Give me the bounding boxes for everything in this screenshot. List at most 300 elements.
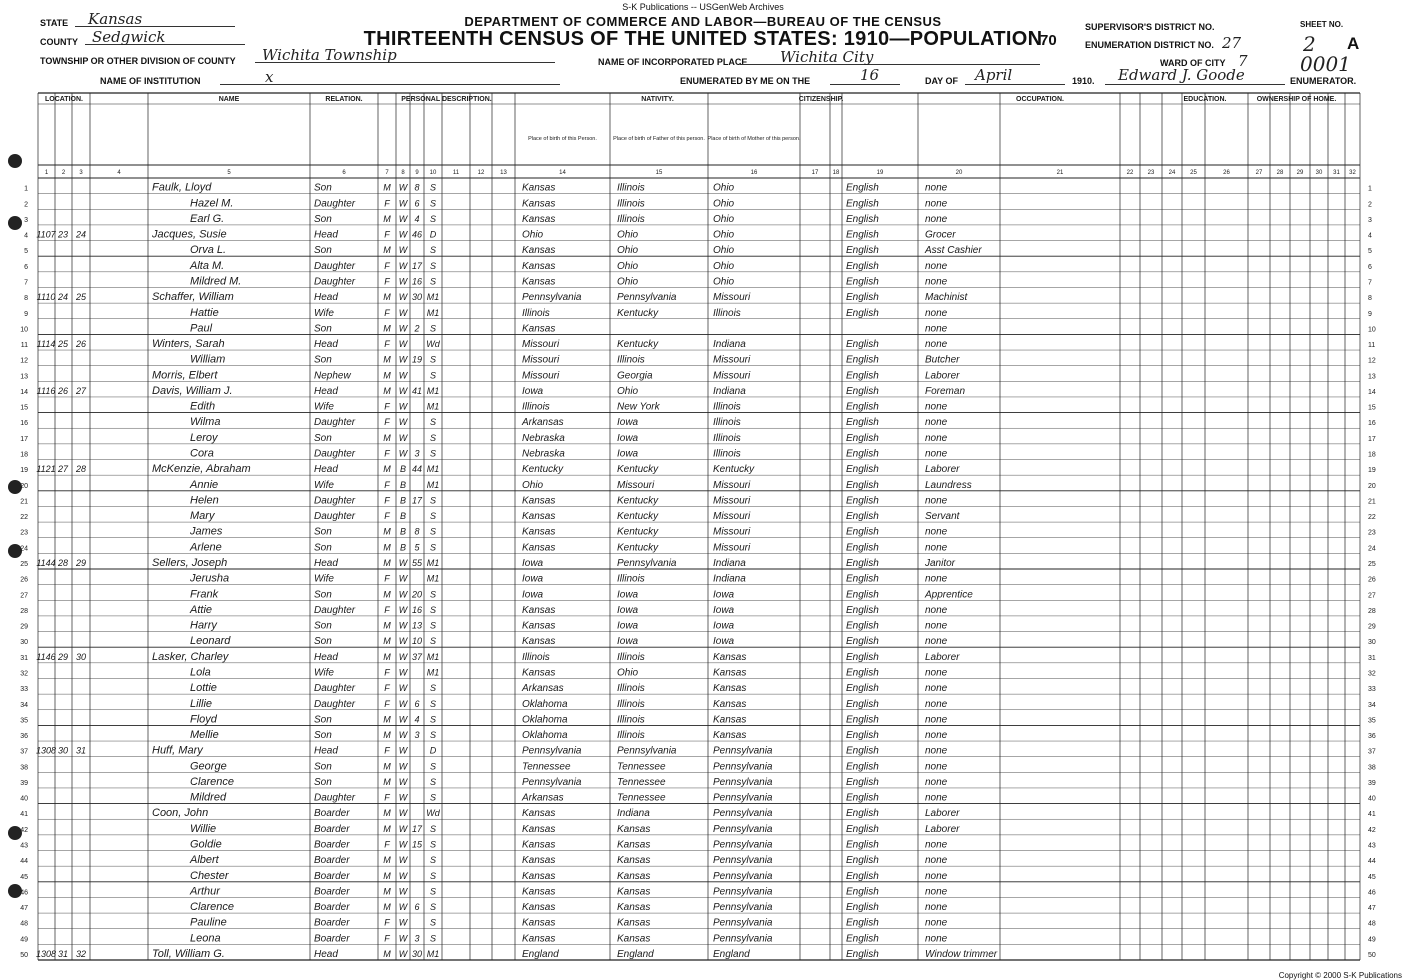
sex: F [384,839,390,850]
marital-status: S [429,714,437,725]
township-value: Wichita Township [262,46,397,64]
father-birthplace: Illinois [617,683,645,695]
father-birthplace: Ohio [617,276,639,288]
sex: F [384,307,390,318]
sex: M [383,558,391,568]
sex: F [384,401,390,412]
birthplace: Kansas [522,526,556,538]
age: 16 [411,276,423,287]
race: W [398,604,408,615]
birthplace: Kansas [522,667,556,679]
race: W [398,902,408,913]
race: B [399,479,407,490]
sex: F [384,495,390,506]
father-birthplace: Kentucky [617,495,659,507]
column-number: 19 [876,170,884,176]
mother-birthplace: Pennsylvania [713,855,773,867]
line-number-right: 37 [1368,748,1376,756]
age: 17 [411,823,423,834]
line-number-right: 35 [1368,717,1376,725]
enumerated-day: 16 [860,66,880,84]
ward-label: WARD OF CITY [1160,58,1226,68]
mother-birthplace: Missouri [713,479,751,491]
sex: F [384,604,390,615]
sex: F [384,479,390,490]
relation: Boarder [314,855,350,867]
language: English [846,589,879,601]
relation: Daughter [314,276,356,288]
column-number: 1 [44,170,49,176]
occupation: none [925,667,948,679]
birthplace: Kansas [522,902,556,914]
marital-status: M1 [426,464,440,475]
column-number: 10 [429,170,437,176]
occupation: none [925,902,948,914]
line-number-right: 19 [1368,467,1376,475]
age: 6 [414,698,420,709]
mother-birthplace: Ohio [713,182,735,194]
line-number: 30 [20,639,28,647]
relation: Daughter [314,792,356,804]
column-number: 17 [811,170,819,176]
birthplace: Kansas [522,808,556,820]
street-number: 1114 [36,339,56,350]
age: 17 [411,260,423,271]
race: W [398,949,408,959]
race: B [399,542,407,553]
line-number: 1 [24,185,28,193]
relation: Head [314,651,338,663]
sex: M [383,730,391,741]
line-number: 32 [20,670,28,678]
marital-status: M1 [426,558,440,568]
race: W [398,370,408,381]
sex: F [384,667,390,678]
person-name: Annie [190,478,219,491]
sex: M [383,808,391,819]
father-birthplace: Kentucky [617,307,659,319]
line-number: 45 [20,873,28,881]
sheet-letter: A [1347,34,1360,53]
language: English [846,229,879,241]
relation: Head [314,339,338,351]
language: English [846,526,879,538]
father-birthplace: Iowa [617,604,639,616]
sex: F [384,683,390,694]
line-number-right: 50 [1368,952,1376,959]
birthplace: Illinois [522,307,550,319]
birthplace: Kansas [522,276,556,288]
father-birthplace: Kansas [617,839,651,851]
relation: Boarder [314,933,350,945]
father-birthplace: Iowa [617,589,639,601]
race: W [398,589,408,600]
column-number: 12 [477,170,485,176]
column-number: 28 [1276,170,1284,176]
dwelling-number: 24 [57,292,69,303]
marital-status: S [429,761,437,772]
sex: M [383,949,391,959]
relation: Daughter [314,260,356,272]
race: W [398,761,408,772]
person-name: Helen [190,494,219,507]
line-number: 14 [20,388,28,396]
language: English [846,667,879,679]
page-code: 70 [1040,32,1057,49]
race: W [398,307,408,318]
mother-birthplace: Kentucky [713,464,755,476]
birthplace: Missouri [522,354,560,366]
race: B [399,526,407,537]
father-birthplace: Pennsylvania [617,745,677,757]
birthplace: Tennessee [522,761,571,773]
occupation: none [925,886,948,898]
line-number: 11 [20,342,28,350]
age: 17 [411,495,423,506]
line-number-right: 29 [1368,623,1376,631]
column-number: 18 [832,170,840,176]
father-birthplace: Indiana [617,808,650,820]
birthplace: Kentucky [522,464,564,476]
line-number-right: 22 [1368,514,1376,522]
race: W [398,354,408,365]
ward-value: 7 [1238,52,1248,70]
relation: Boarder [314,902,350,914]
race: W [398,292,408,303]
line-number: 47 [20,905,28,913]
birthplace: Kansas [522,260,556,272]
birthplace: Kansas [522,636,556,648]
line-number-right: 9 [1368,310,1372,318]
father-birthplace: Iowa [617,417,639,429]
race: W [398,401,408,412]
marital-status: S [429,902,437,913]
father-birthplace: Ohio [617,385,639,397]
occupation: none [925,260,948,272]
person-name: Cora [190,447,214,460]
line-number-right: 36 [1368,733,1376,741]
line-number-right: 14 [1368,388,1376,396]
dwelling-number: 31 [57,949,69,959]
mother-birthplace: Illinois [713,417,741,429]
sex: M [383,292,391,303]
line-number-right: 44 [1368,858,1376,866]
line-number: 26 [20,576,28,584]
enumeration-value: 27 [1222,34,1242,52]
marital-status: S [429,792,437,803]
publisher-line: S-K Publications -- USGenWeb Archives [622,2,784,12]
race: W [398,339,408,350]
occupation: Butcher [925,354,960,366]
occupation: none [925,495,948,507]
supervisor-label: SUPERVISOR'S DISTRICT NO. [1085,22,1215,32]
age: 6 [414,198,420,209]
occupation: none [925,776,948,788]
marital-status: S [429,730,437,741]
race: W [398,917,408,928]
occupation: none [925,839,948,851]
father-birthplace: Kansas [617,855,651,867]
sex: M [383,886,391,897]
father-birthplace: Kansas [617,870,651,882]
marital-status: M1 [426,401,440,412]
mother-birthplace: Ohio [713,213,735,225]
family-number: 32 [75,949,87,959]
person-name: Frank [190,588,219,601]
marital-status: M1 [426,667,440,678]
language: English [846,417,879,429]
place-value: Wichita City [780,48,874,66]
occupation: none [925,604,948,616]
relation: Boarder [314,839,350,851]
person-name: McKenzie, Abraham [152,463,251,476]
mother-birthplace: Illinois [713,432,741,444]
sex: M [383,902,391,913]
person-name: James [190,525,223,538]
line-number-right: 43 [1368,842,1376,850]
occupation: none [925,620,948,632]
father-birthplace: Ohio [617,245,639,257]
race: W [398,792,408,803]
relation: Wife [314,667,334,679]
person-name: Alta M. [190,259,225,272]
race: W [398,260,408,271]
mother-birthplace: Pennsylvania [713,776,773,788]
marital-status: M1 [426,949,440,959]
father-birthplace: Tennessee [617,792,666,804]
marital-status: S [429,698,437,709]
birthplace: Kansas [522,933,556,945]
person-name: Albert [190,854,219,867]
birthplace: Iowa [522,558,544,569]
person-name: Coon, John [152,807,209,820]
person-name: Mildred [190,791,227,804]
birthplace: Kansas [522,886,556,898]
marital-status: M1 [426,307,440,318]
birthplace: Kansas [522,917,556,929]
line-number: 50 [20,952,28,959]
relation: Son [314,776,332,788]
age: 5 [414,542,420,553]
institution-value: x [265,68,274,86]
age: 15 [411,839,423,850]
column-group-header: EDUCATION. [1183,96,1227,103]
line-number-right: 18 [1368,451,1376,459]
occupation: none [925,526,948,538]
marital-status: S [429,886,437,897]
race: W [398,823,408,834]
language: English [846,636,879,648]
census-title: THIRTEENTH CENSUS OF THE UNITED STATES: 1910—POPULATION [363,28,1043,50]
occupation: Apprentice [925,589,973,601]
father-birthplace: New York [617,401,660,413]
language: English [846,761,879,773]
sex: M [383,651,391,662]
relation: Wife [314,479,334,491]
family-number: 24 [75,229,87,240]
column-number: 7 [385,170,389,176]
race: W [398,448,408,459]
occupation: none [925,307,948,319]
age: 6 [414,902,420,913]
sex: F [384,276,390,287]
language: English [846,245,879,257]
language: English [846,495,879,507]
marital-status: S [429,182,437,193]
line-number: 5 [24,248,28,256]
birthplace: Kansas [522,839,556,851]
birthplace: Kansas [522,620,556,632]
sex: M [383,370,391,381]
line-number: 46 [20,889,28,897]
dwelling-number: 28 [57,558,69,568]
line-number: 31 [20,654,28,662]
occupation: none [925,276,948,288]
copyright-notice: Copyright © 2000 S-K Publications [1278,971,1402,980]
county-label: COUNTY [40,37,78,47]
mother-birthplace: Pennsylvania [713,886,773,898]
father-birthplace: Ohio [617,260,639,272]
occupation: none [925,792,948,804]
marital-status: M1 [426,651,440,662]
sex: M [383,213,391,224]
marital-status: S [429,917,437,928]
father-birthplace: Ohio [617,667,639,679]
line-number: 43 [20,842,28,850]
line-number-right: 20 [1368,482,1376,490]
street-number: 1110 [36,292,56,303]
race: B [399,495,407,506]
person-name: Davis, William J. [152,384,233,397]
occupation: none [925,745,948,757]
age: 30 [411,292,423,303]
relation: Daughter [314,604,356,616]
sex: M [383,855,391,866]
mother-birthplace: Kansas [713,714,747,726]
relation: Head [314,949,338,960]
language: English [846,902,879,914]
birthplace: Kansas [522,823,556,835]
father-birthplace: Kentucky [617,511,659,523]
relation: Boarder [314,808,350,820]
mother-birthplace: Illinois [713,307,741,319]
race: W [398,558,408,568]
language: English [846,385,879,397]
occupation: none [925,714,948,726]
language: English [846,745,879,757]
person-name: Wilma [190,416,221,429]
marital-status: M1 [426,385,440,396]
birthplace: Arkansas [522,683,564,695]
age: 19 [411,354,423,365]
line-number-right: 38 [1368,764,1376,772]
occupation: none [925,417,948,429]
line-number: 22 [20,514,28,522]
occupation: none [925,698,948,710]
person-name: Morris, Elbert [152,369,218,382]
occupation: none [925,636,948,648]
race: W [398,323,408,334]
marital-status: S [429,432,437,443]
marital-status: S [429,589,437,600]
language: English [846,292,879,304]
column-number: 16 [750,170,758,176]
sex: M [383,323,391,334]
line-number: 12 [20,357,28,365]
enumeration-label: ENUMERATION DISTRICT NO. [1085,40,1214,50]
mother-birthplace: England [713,949,750,960]
language: English [846,698,879,710]
column-number: 21 [1056,170,1064,176]
line-number-right: 28 [1368,607,1376,615]
street-number: 1107 [36,229,56,240]
relation: Wife [314,401,334,413]
father-birthplace: Kansas [617,917,651,929]
relation: Son [314,589,332,601]
line-number: 18 [20,451,28,459]
relation: Boarder [314,870,350,882]
column-number: 31 [1333,170,1340,176]
line-number-right: 24 [1368,545,1376,553]
person-name: Clarence [190,775,235,788]
occupation: none [925,432,948,444]
line-number: 44 [20,858,28,866]
race: W [398,714,408,725]
race: W [398,667,408,678]
race: W [398,745,408,756]
sex: F [384,792,390,803]
line-number-right: 25 [1368,561,1376,568]
mother-birthplace: Kansas [713,730,747,742]
race: W [398,730,408,741]
marital-status: S [429,542,437,553]
occupation: Laundress [925,479,972,491]
occupation: Laborer [925,823,960,835]
age: 2 [414,323,420,334]
column-number: 4 [117,170,121,176]
language: English [846,448,879,460]
sex: F [384,448,390,459]
line-number-right: 47 [1368,905,1376,913]
language: English [846,776,879,788]
sex: M [383,182,391,193]
line-number-right: 5 [1368,248,1372,256]
mother-birthplace: Indiana [713,385,746,397]
line-number-right: 32 [1368,670,1376,678]
person-name: George [190,760,227,773]
occupation: Laborer [925,808,960,820]
father-birthplace: Pennsylvania [617,558,677,569]
language: English [846,839,879,851]
person-name: Harry [190,619,217,632]
state-label: STATE [40,18,69,28]
mother-birthplace: Illinois [713,401,741,413]
father-birthplace: Iowa [617,432,639,444]
line-number-right: 4 [1368,232,1372,240]
father-birthplace: Pennsylvania [617,292,677,304]
mother-birthplace: Kansas [713,683,747,695]
sex: M [383,823,391,834]
line-number: 35 [20,717,28,725]
mother-birthplace: Iowa [713,589,735,601]
person-name: Arlene [190,541,222,554]
line-number: 38 [20,764,28,772]
person-name: Winters, Sarah [152,338,225,351]
mother-birthplace: Iowa [713,604,735,616]
language: English [846,479,879,491]
language: English [846,260,879,272]
sex: F [384,229,390,240]
